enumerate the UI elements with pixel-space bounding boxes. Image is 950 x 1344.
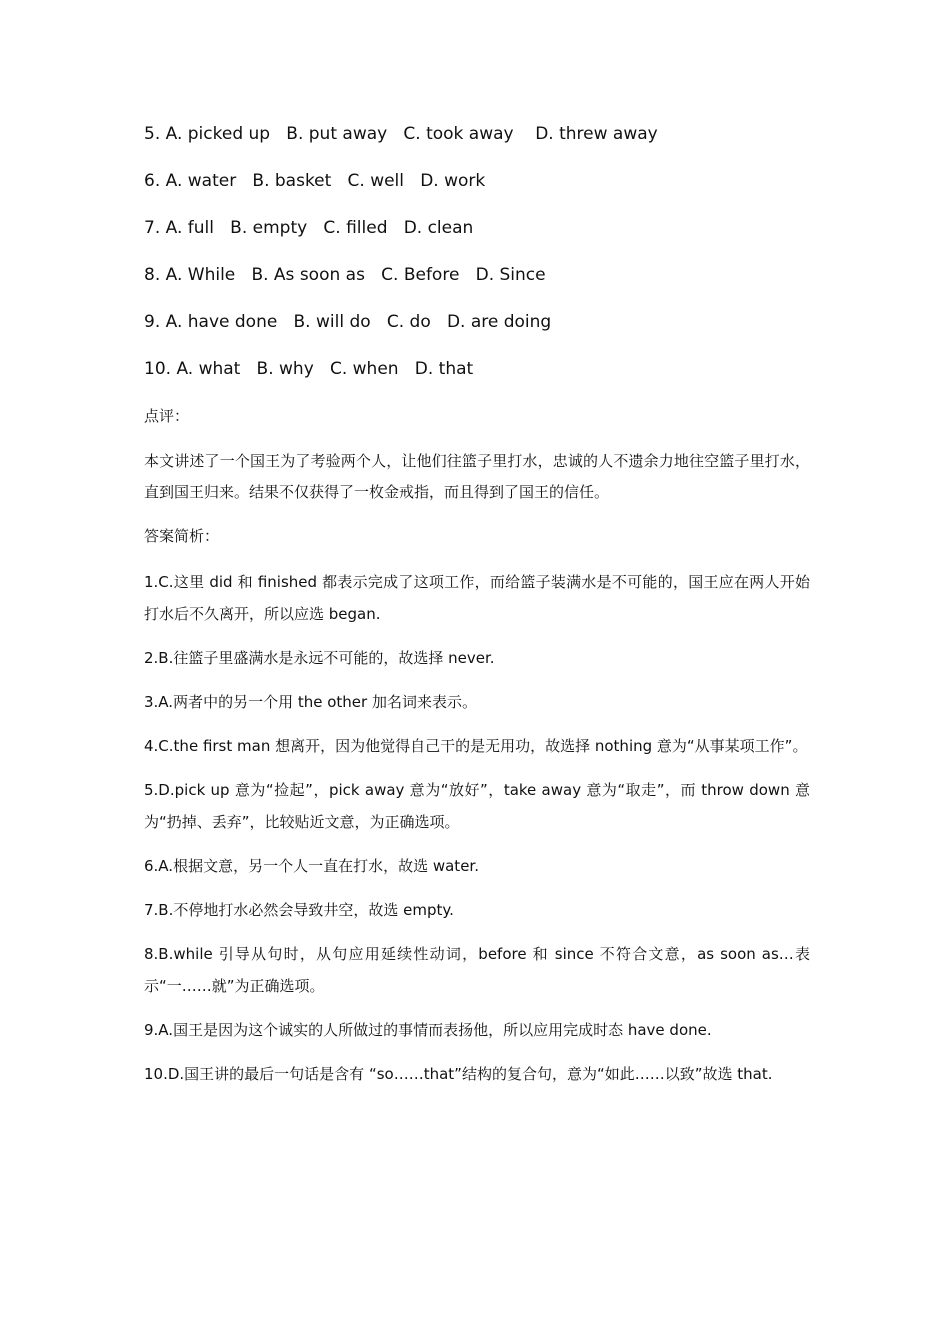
- question-options-7: 7. A. full B. empty C. filled D. clean: [144, 218, 474, 238]
- answer-6: 6.A.根据文意，另一个人一直在打水，故选 water.: [144, 857, 479, 875]
- answer-label: 答案简析：: [144, 527, 220, 545]
- answer-5: 5.D.pick up 意为“捡起”，pick away 意为“放好”，take away 意为“取走”，而 throw down 意为“扔掉、丢弃”，比较贴近文意，为正确选项。: [144, 781, 810, 831]
- answer-2: 2.B.往篮子里盛满水是永远不可能的，故选择 never.: [144, 649, 495, 667]
- question-options-5: 5. A. picked up B. put away C. took away D. threw away: [144, 124, 658, 144]
- question-options-9: 9. A. have done B. will do C. do D. are doing: [144, 312, 552, 332]
- answer-1: 1.C.这里 did 和 finished 都表示完成了这项工作，而给篮子装满水是不可能的，国王应在两人开始打水后不久离开，所以应选 began.: [144, 573, 810, 623]
- answer-9: 9.A.国王是因为这个诚实的人所做过的事情而表扬他，所以应用完成时态 have done.: [144, 1021, 712, 1039]
- answer-3: 3.A.两者中的另一个用 the other 加名词来表示。: [144, 693, 477, 711]
- answer-4: 4.C.the first man 想离开，因为他觉得自己干的是无用功，故选择 nothing 意为“从事某项工作”。: [144, 737, 808, 755]
- question-options-6: 6. A. water B. basket C. well D. work: [144, 171, 486, 191]
- document-page: [144, 120, 810, 1102]
- answer-7: 7.B.不停地打水必然会导致井空，故选 empty.: [144, 901, 454, 919]
- comment-text: 本文讲述了一个国王为了考验两个人，让他们往篮子里打水，忠诚的人不遗余力地往空篮子里打水，直到国王归来。结果不仅获得了一枚金戒指，而且得到了国王的信任。: [144, 452, 810, 501]
- answer-10: 10.D.国王讲的最后一句话是含有 “so……that”结构的复合句，意为“如此……以致”故选 that.: [144, 1065, 773, 1083]
- answer-8: 8.B.while 引导从句时，从句应用延续性动词，before 和 since 不符合文意，as soon as…表示“一……就”为正确选项。: [144, 945, 810, 995]
- question-options-10: 10. A. what B. why C. when D. that: [144, 359, 474, 379]
- comment-label: 点评：: [144, 407, 190, 425]
- question-options-8: 8. A. While B. As soon as C. Before D. Since: [144, 265, 546, 285]
